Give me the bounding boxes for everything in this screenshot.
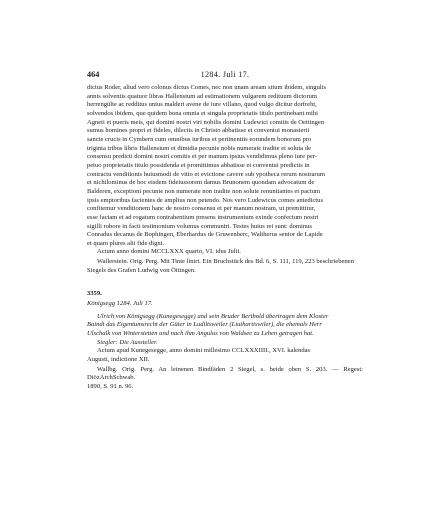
archival-note-line: Wallbg. Orig. Perg. An leinenen Bindfäden 2 Siegel, s. beide oben S. 203. — Regest: DiözArchSchwab.: [87, 365, 363, 382]
text-line: et nichilominus de hoc eisdem fideiussorem damus Brunonem quondam advocatum de: [87, 179, 315, 187]
document-body: [87, 84, 363, 392]
page-number: 464: [87, 70, 100, 79]
actum-line: Actum apud Kunegesegge, anno domini millesimo CCLXXXIIII., XVI. kalendas: [97, 347, 311, 355]
archival-note-line: 1890, S. 91 n. 96.: [87, 383, 134, 390]
text-line: Balderen, exceptioni pecunie non numerate non tradite non solute renuntiantes et pactum: [87, 187, 321, 195]
siegler-line: Siegler: Die Aussteller.: [97, 338, 158, 346]
document-dateline: Königsegg 1284. Juli 17.: [87, 300, 153, 308]
text-line: triginta tribus libris Hallensium et dimidia pecunie nobis numerate tradite et soluta de: [87, 144, 311, 152]
document-number: 3359.: [87, 290, 102, 298]
text-line: annis solventis quatuor libras Hallensium ad estimationem vulgarem redituum dictorum: [87, 92, 318, 100]
text-line: petuo proprietatis titulo possidenda et promittimus abbatisse et conventui predictis in: [87, 161, 310, 169]
text-line: consensu predicti domini nostri comitis et per manum ipsius vendidimus pleno iure per-: [87, 153, 318, 161]
regest-line: Ulrich von Königsegg (Kunegesegge) und sein Bruder Berthold übertragen dem Kloster: [97, 312, 329, 320]
text-line: contractu venditionis huiusmodi de vitio et evictione cavere sub ypotheca rerum nostrarum: [87, 170, 325, 178]
page-header: [87, 70, 363, 82]
actum-line: Augusti, indictione XII.: [87, 356, 150, 364]
text-line: ipsis emptoribus facientes de amplius non petendo. Nos vero Ludewicus comes antedictus: [87, 196, 323, 204]
text-line: sancte crucis in Cymbern cum omnibus iuribus et pertinentiis eorundem bonorum pro: [87, 135, 312, 143]
text-line: solvendos ibidem, que quidem bona omnia et singula proprietatis titulo pertinebant mihi: [87, 109, 318, 117]
document-3358-text: [87, 84, 363, 275]
text-line: Agneti et pueris meis, qui domini nostri viri nobilis domini Ludewici comitis de Oettingen: [87, 118, 325, 126]
text-line: dictus Roder, aliud vero colonus dictus Comes, nec non unam aream situm ibidem, singulis: [87, 84, 327, 91]
regest-line: Ulschalk von Winterstetten und nach ihm Angulus von Waldsee zu Lehen getragen hat.: [87, 330, 314, 338]
document-3359: [87, 290, 363, 391]
text-line: sigilli robore in facti testimonium volumus communiri. Testes huius rei sunt: dominus: [87, 222, 312, 230]
archival-note-line: Wallerstein. Orig. Perg. Mit Tinte linirt. Ein Bruchstück des Bd. 6, S. 111, 119, 223 beschriebenen: [97, 258, 354, 266]
archival-note-line: Siegels des Grafen Ludwig von Öttingen.: [87, 266, 196, 274]
text-line: et quam plures alii fide digni.: [87, 239, 165, 247]
text-line: herrengülte ac redditus unius malderi avene de iure villano, quod vulgo dicitur dorfreht,: [87, 101, 317, 109]
text-line: sumus homines propri et fideles, dilectis in Christo abbatisse et conventui monasterii: [87, 127, 310, 135]
text-line: Conradus decanus de Bophingen, Eberhardus de Gruwenberc, Waltherus senior de Lapide: [87, 231, 323, 239]
text-line: esse factam et ad rogatum contrahentium presens instrumentum exinde confectum nostri: [87, 213, 319, 221]
regest-line: Baindt das Eigentumsrecht der Güter in Ludiltsweiler (Liuthartiswiler), die ehemals Herr: [87, 321, 322, 329]
running-title: 1284. Juli 17.: [200, 70, 250, 79]
actum-date-line: Actum anno domini MCCLXXX quarto, VI. idus Julii.: [97, 248, 241, 256]
text-line: confitemur venditionem hanc de nostro consensu et per manum nostram, ut premittitur,: [87, 205, 316, 213]
